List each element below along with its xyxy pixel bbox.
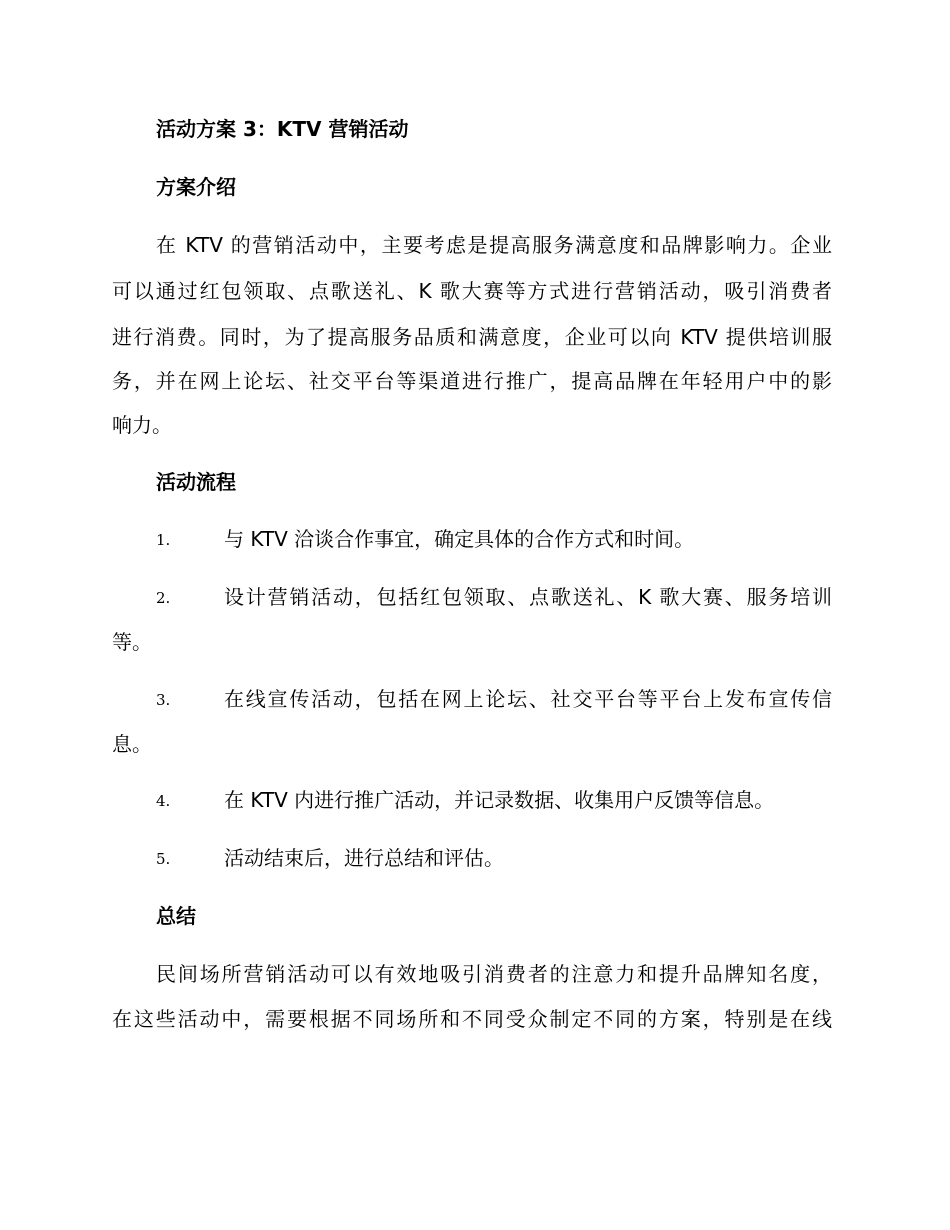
intro-paragraph-line: 可以通过红包领取、点歌送礼、K 歌大赛等方式进行营销活动，吸引消费者 (112, 279, 832, 303)
document-title: 活动方案 3：KTV 营销活动 (156, 117, 409, 141)
list-item-continuation: 等。 (112, 630, 152, 654)
section-heading-summary: 总结 (156, 904, 196, 928)
list-item-text: 设计营销活动，包括红包领取、点歌送礼、K 歌大赛、服务培训 (224, 585, 832, 609)
section-heading-intro: 方案介绍 (156, 175, 236, 199)
list-item-text: 在 KTV 内进行推广活动，并记录数据、收集用户反馈等信息。 (224, 788, 775, 812)
list-item-text: 与 KTV 洽谈合作事宜，确定具体的合作方式和时间。 (224, 527, 695, 551)
list-item-number: 2. (156, 589, 171, 607)
section-heading-process: 活动流程 (156, 470, 236, 494)
list-item-number: 4. (156, 792, 171, 810)
summary-paragraph-line: 在这些活动中，需要根据不同场所和不同受众制定不同的方案，特别是在线 (112, 1007, 832, 1031)
intro-paragraph-line: 在 KTV 的营销活动中，主要考虑是提高服务满意度和品牌影响力。企业 (156, 233, 832, 257)
summary-paragraph-line: 民间场所营销活动可以有效地吸引消费者的注意力和提升品牌知名度， (156, 962, 832, 986)
list-item-continuation: 息。 (112, 732, 152, 756)
intro-paragraph-line: 务，并在网上论坛、社交平台等渠道进行推广，提高品牌在年轻用户中的影 (112, 369, 832, 393)
intro-paragraph-line: 进行消费。同时，为了提高服务品质和满意度，企业可以向 KTV 提供培训服 (112, 325, 832, 349)
list-item-number: 5. (156, 850, 171, 868)
list-item-text: 在线宣传活动，包括在网上论坛、社交平台等平台上发布宣传信 (224, 687, 832, 711)
intro-paragraph-line: 响力。 (112, 413, 172, 437)
list-item-number: 1. (156, 531, 171, 549)
list-item-text: 活动结束后，进行总结和评估。 (224, 846, 504, 870)
list-item-number: 3. (156, 691, 171, 709)
